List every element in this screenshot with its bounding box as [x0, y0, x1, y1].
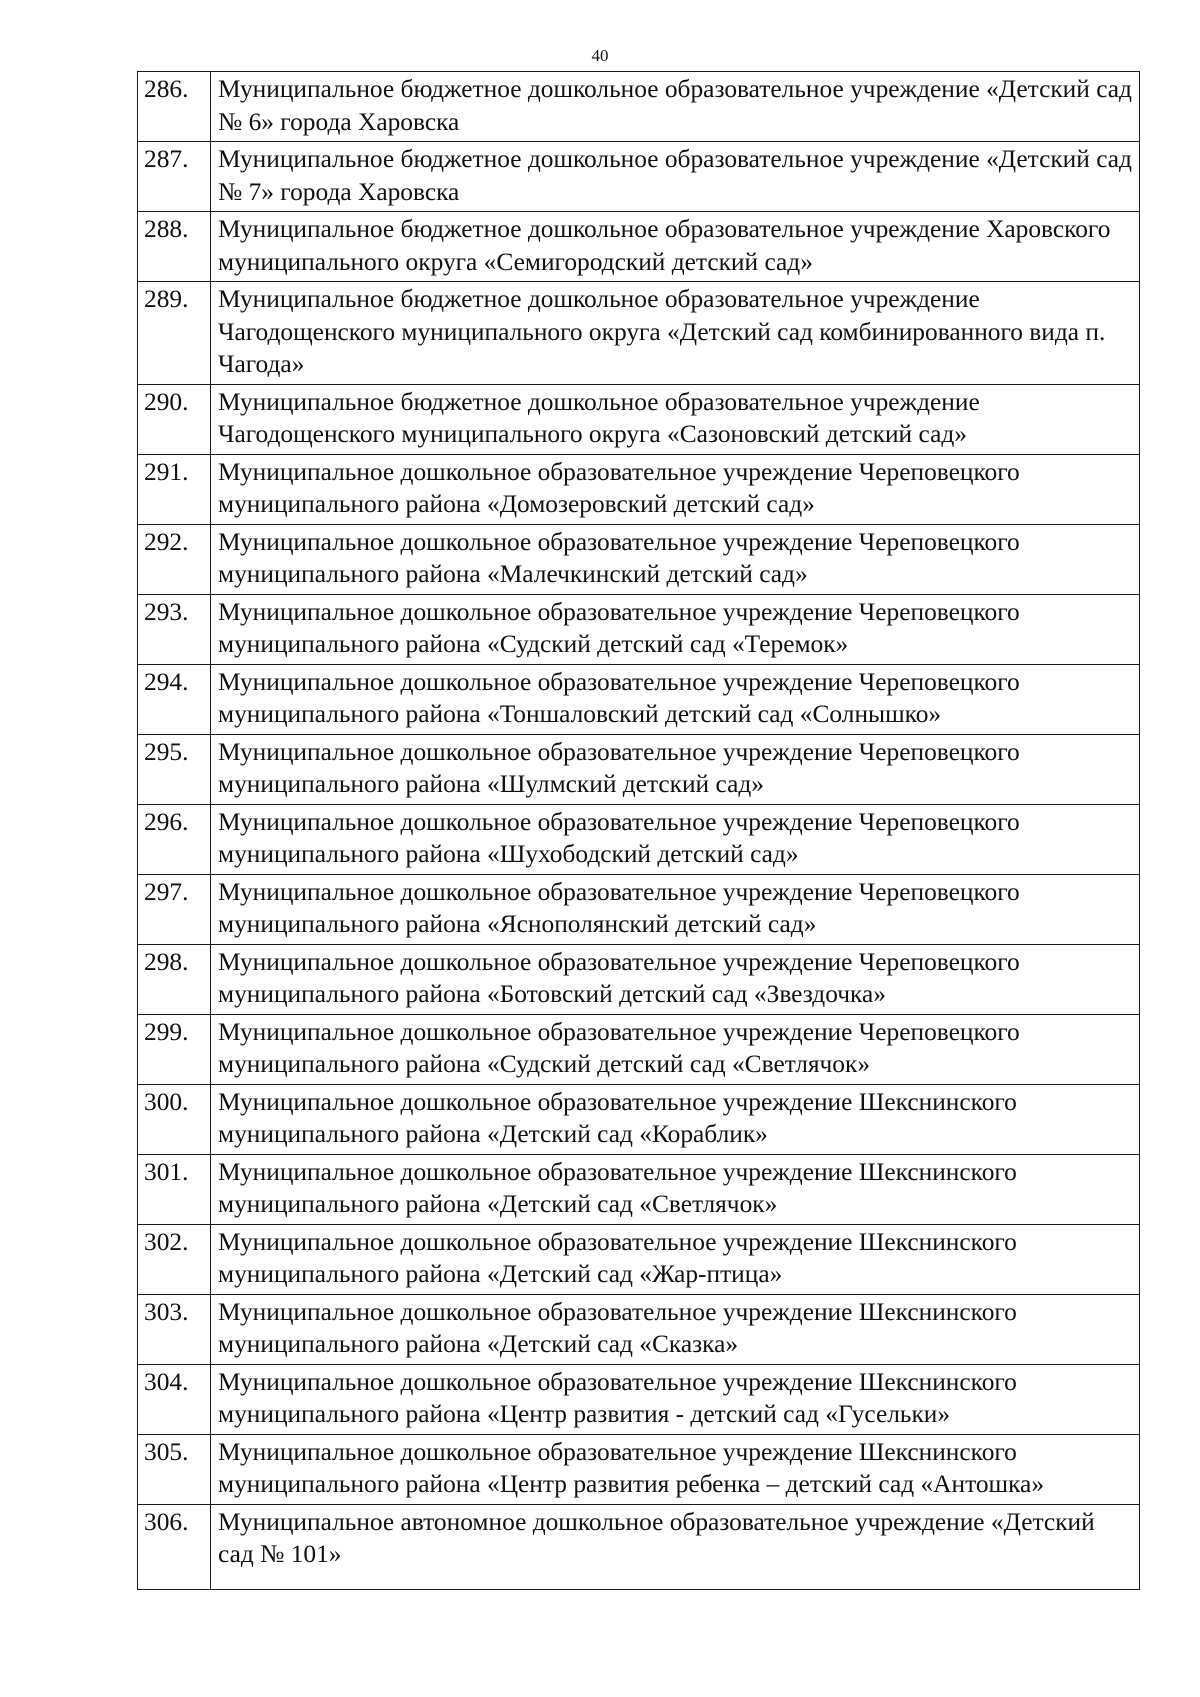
- table-row: [138, 454, 1140, 524]
- institution-name: Муниципальное дошкольное образовательное учреждение Череповецкого муниципального района «Домозеровский детский сад»: [211, 454, 1140, 524]
- institution-name: Муниципальное дошкольное образовательное учреждение Череповецкого муниципального района «Шухободский детский сад»: [211, 804, 1140, 874]
- row-number: 297.: [138, 874, 211, 944]
- table-row: [138, 142, 1140, 212]
- institution-name: Муниципальное дошкольное образовательное учреждение Шекснинского муниципального района «Детский сад «Кораблик»: [211, 1084, 1140, 1154]
- row-number: 298.: [138, 944, 211, 1014]
- table-row: [138, 1224, 1140, 1294]
- table-row: [138, 874, 1140, 944]
- table-row: [138, 1364, 1140, 1434]
- institution-name: Муниципальное бюджетное дошкольное образовательное учреждение Чагодощенского муниципального округа «Сазоновский детский сад»: [211, 384, 1140, 454]
- table-row: [138, 1014, 1140, 1084]
- table-row: [138, 1294, 1140, 1364]
- institution-name: Муниципальное дошкольное образовательное учреждение Череповецкого муниципального района «Шулмский детский сад»: [211, 734, 1140, 804]
- institution-name: Муниципальное бюджетное дошкольное образовательное учреждение «Детский сад № 6» города Харовска: [211, 72, 1140, 142]
- institution-name: Муниципальное бюджетное дошкольное образовательное учреждение Чагодощенского муниципального округа «Детский сад комбинированного вида п. Чагода»: [211, 282, 1140, 385]
- table-body: [138, 72, 1140, 1590]
- table-row: [138, 944, 1140, 1014]
- row-number: 305.: [138, 1434, 211, 1504]
- institution-name: Муниципальное дошкольное образовательное учреждение Череповецкого муниципального района «Яснополянский детский сад»: [211, 874, 1140, 944]
- row-number: 301.: [138, 1154, 211, 1224]
- table-row: [138, 1084, 1140, 1154]
- table-row: [138, 804, 1140, 874]
- row-number: 306.: [138, 1504, 211, 1589]
- institution-name: Муниципальное дошкольное образовательное учреждение Шекснинского муниципального района «Центр развития - детский сад «Гусельки»: [211, 1364, 1140, 1434]
- institution-name: Муниципальное дошкольное образовательное учреждение Шекснинского муниципального района «Детский сад «Сказка»: [211, 1294, 1140, 1364]
- table-row: [138, 384, 1140, 454]
- table-row: [138, 664, 1140, 734]
- row-number: 286.: [138, 72, 211, 142]
- row-number: 294.: [138, 664, 211, 734]
- row-number: 293.: [138, 594, 211, 664]
- institution-name: Муниципальное автономное дошкольное образовательное учреждение «Детский сад № 101»: [211, 1504, 1140, 1589]
- institution-name: Муниципальное дошкольное образовательное учреждение Череповецкого муниципального района «Судский детский сад «Светлячок»: [211, 1014, 1140, 1084]
- table-row: [138, 1504, 1140, 1589]
- row-number: 295.: [138, 734, 211, 804]
- table-row: [138, 212, 1140, 282]
- row-number: 303.: [138, 1294, 211, 1364]
- row-number: 292.: [138, 524, 211, 594]
- institution-name: Муниципальное дошкольное образовательное учреждение Шекснинского муниципального района «Детский сад «Жар-птица»: [211, 1224, 1140, 1294]
- row-number: 302.: [138, 1224, 211, 1294]
- row-number: 291.: [138, 454, 211, 524]
- institution-name: Муниципальное бюджетное дошкольное образовательное учреждение Харовского муниципального округа «Семигородский детский сад»: [211, 212, 1140, 282]
- row-number: 296.: [138, 804, 211, 874]
- table-row: [138, 1434, 1140, 1504]
- table-row: [138, 594, 1140, 664]
- table-row: [138, 1154, 1140, 1224]
- institution-name: Муниципальное дошкольное образовательное учреждение Шекснинского муниципального района «Центр развития ребенка – детский сад «Антошка»: [211, 1434, 1140, 1504]
- institution-name: Муниципальное дошкольное образовательное учреждение Череповецкого муниципального района «Малечкинский детский сад»: [211, 524, 1140, 594]
- page-number: 40: [591, 46, 609, 65]
- table-row: [138, 72, 1140, 142]
- institution-name: Муниципальное дошкольное образовательное учреждение Череповецкого муниципального района «Ботовский детский сад «Звездочка»: [211, 944, 1140, 1014]
- institution-name: Муниципальное дошкольное образовательное учреждение Шекснинского муниципального района «Детский сад «Светлячок»: [211, 1154, 1140, 1224]
- row-number: 290.: [138, 384, 211, 454]
- institution-name: Муниципальное бюджетное дошкольное образовательное учреждение «Детский сад № 7» города Харовска: [211, 142, 1140, 212]
- table-row: [138, 734, 1140, 804]
- row-number: 299.: [138, 1014, 211, 1084]
- table-row: [138, 282, 1140, 385]
- row-number: 287.: [138, 142, 211, 212]
- institution-name: Муниципальное дошкольное образовательное учреждение Череповецкого муниципального района «Тоншаловский детский сад «Солнышко»: [211, 664, 1140, 734]
- row-number: 304.: [138, 1364, 211, 1434]
- institution-name: Муниципальное дошкольное образовательное учреждение Череповецкого муниципального района «Судский детский сад «Теремок»: [211, 594, 1140, 664]
- row-number: 300.: [138, 1084, 211, 1154]
- institutions-table: [137, 71, 1140, 1590]
- table-row: [138, 524, 1140, 594]
- row-number: 289.: [138, 282, 211, 385]
- row-number: 288.: [138, 212, 211, 282]
